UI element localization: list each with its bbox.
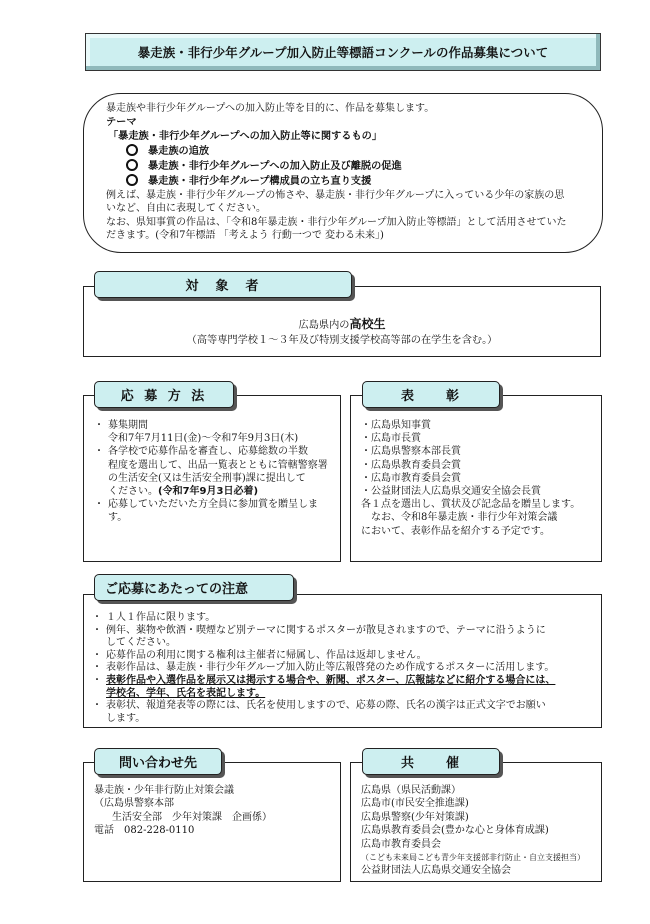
target-line-1: 広島県内の高校生	[298, 317, 386, 331]
page-title: 暴走族・非行少年グループ加入防止等標語コンクールの作品募集について	[137, 45, 549, 60]
method-label: 応 募 方 法	[94, 381, 234, 408]
method-step-4: ください。(令和7年9月3日必着)	[108, 486, 259, 498]
intro-note-2: だきます。(令和7年標語 「考えよう 行動一つで 変わる未来」)	[106, 230, 384, 241]
circle-icon	[126, 174, 138, 186]
award-text-3: において、表彰作品を紹介する予定です。	[361, 525, 550, 537]
prize-item: ・広島県教育委員会賞	[361, 459, 461, 471]
contact-line: 暴走族・少年非行防止対策会議	[94, 785, 234, 796]
prize-item: ・広島県警察本部長賞	[361, 446, 461, 458]
note-item: 表彰状、報道発表等の際には、氏名を使用しますので、応募の際、氏名の漢字は正式文字でお願い	[106, 700, 546, 712]
intro-note-1: なお、県知事賞の作品は、「令和8年暴走族・非行少年グループ加入防止等標語」として活用させていた	[106, 216, 567, 228]
prize-item: ・広島県知事賞	[361, 420, 431, 431]
method-panel: ・ 募集期間 令和7年7月11日(金)～令和7年9月3日(木) ・ 各学校で応募作品を審査し、応募総数の半数 程度を選出して、出品一覧表とともに管轄警察署 の生活安全(又は生活安全刑事)課に提出して ください。(令和7年9月3日必着) ・ 応募していただいた方全員に参加賞を贈呈しま す。	[83, 395, 341, 562]
circle-icon	[126, 159, 138, 171]
prize-item: ・広島市教育委員会賞	[361, 472, 461, 484]
sponsor-line: 広島県（県民活動課）	[361, 785, 461, 796]
award-label: 表 彰	[362, 381, 500, 408]
contact-phone: 電話 082-228-0110	[94, 825, 195, 837]
note-item: 表彰作品は、暴走族・非行少年グループ加入防止等広報啓発のため作成するポスターに活用します。	[106, 662, 555, 674]
method-period-title: 募集期間	[108, 420, 148, 431]
intro-example-1: 例えば、暴走族・非行少年グループの怖さや、暴走族・非行少年グループに入っている少年の家族の思	[106, 189, 565, 201]
note-item-cont: します。	[106, 712, 146, 724]
sponsor-panel	[350, 762, 602, 882]
method-period: 令和7年7月11日(金)～令和7年9月3日(木)	[108, 433, 299, 445]
intro-lead: 暴走族や非行少年グループへの加入防止等を目的に、作品を募集します。	[106, 103, 435, 114]
circle-icon	[126, 144, 138, 156]
notes-panel: ・ １人１作品に限ります。 ・ 例年、薬物や飲酒・喫煙など別テーマに関するポスターが散見されますので、テーマに沿うように してください。 ・ 応募作品の利用に関する権利は主催者に帰属し、作品は返却しません。 ・ 表彰作品は、暴走族・非行少年グループ加入防止等広報啓発のため作成するポスターに活用します。 ・ 表彰作品や入選作品を展示又は掲示する場合や、新聞、ポスター、広報誌などに紹介する場合には、 学校名、学年、氏名を表記します。 ・ 表彰状、報道発表等の際には、氏名を使用しますので、応募の際、氏名の漢字は正式文字でお願い します。	[83, 594, 602, 728]
theme-item: 暴走族・非行少年グループへの加入防止及び離脱の促進	[106, 159, 584, 174]
sponsor-label: 共 催	[362, 748, 500, 775]
note-item: １人１作品に限ります。	[106, 612, 216, 623]
sponsor-line: 公益財団法人広島県交通安全協会	[361, 865, 511, 877]
method-gift-2: す。	[108, 512, 128, 524]
theme-item: 暴走族の追放	[106, 144, 584, 159]
title-banner	[85, 33, 601, 71]
note-item-emphasis: 表彰作品や入選作品を展示又は掲示する場合や、新聞、ポスター、広報誌などに紹介する場合には、	[106, 674, 556, 686]
contact-panel	[83, 762, 341, 882]
sponsor-line: 広島市教育委員会	[361, 838, 441, 850]
intro-box	[83, 93, 603, 253]
method-step-1: 各学校で応募作品を審査し、応募総数の半数	[108, 446, 308, 458]
method-step-3: の生活安全(又は生活安全刑事)課に提出して	[108, 472, 306, 484]
award-text-2: なお、令和8年暴走族・非行少年対策会議	[371, 512, 558, 524]
contact-line: （広島県警察本部	[94, 798, 174, 810]
theme-label: テーマ	[106, 116, 137, 128]
contact-label: 問い合わせ先	[94, 748, 222, 775]
sponsor-line: 広島市(市民安全推進課)	[361, 798, 469, 810]
method-step-2: 程度を選出して、出品一覧表とともに管轄警察署	[108, 459, 328, 471]
award-text-1: 各１点を選出し、賞状及び記念品を贈呈します。	[361, 499, 581, 511]
target-label: 対 象 者	[94, 271, 352, 298]
sponsor-line: 広島県警察(少年対策課)	[361, 811, 469, 823]
method-gift-1: 応募していただいた方全員に参加賞を贈呈しま	[108, 499, 318, 511]
prize-item: ・広島市長賞	[361, 433, 421, 445]
award-panel	[350, 395, 602, 562]
sponsor-line: 広島県教育委員会(豊かな心と身体育成課)	[361, 825, 549, 837]
target-line-2: （高等専門学校１～３年及び特別支援学校高等部の在学生を含む。）	[186, 335, 498, 346]
sponsor-line-small: （こども未来局こども青少年支援部非行防止・自立支援担当）	[361, 853, 585, 863]
note-item: 応募作品の利用に関する権利は主催者に帰属し、作品は返却しません。	[106, 649, 427, 661]
contact-line: 生活安全部 少年対策課 企画係）	[112, 811, 272, 823]
theme-item: 暴走族・非行少年グループ構成員の立ち直り支援	[106, 174, 584, 189]
intro-example-2: いなど、自由に表現してください。	[106, 203, 266, 214]
note-item-emphasis-cont: 学校名、学年、氏名を表記します。	[106, 687, 266, 699]
theme-quote: 「暴走族・非行少年グループへの加入防止等に関するもの」	[108, 130, 383, 142]
note-item-cont: してください。	[106, 637, 176, 649]
note-item: 例年、薬物や飲酒・喫煙など別テーマに関するポスターが散見されますので、テーマに沿うように	[106, 624, 546, 636]
prize-item: ・公益財団法人広島県交通安全協会長賞	[361, 486, 541, 498]
notes-label: ご応募にあたっての注意	[94, 574, 294, 601]
